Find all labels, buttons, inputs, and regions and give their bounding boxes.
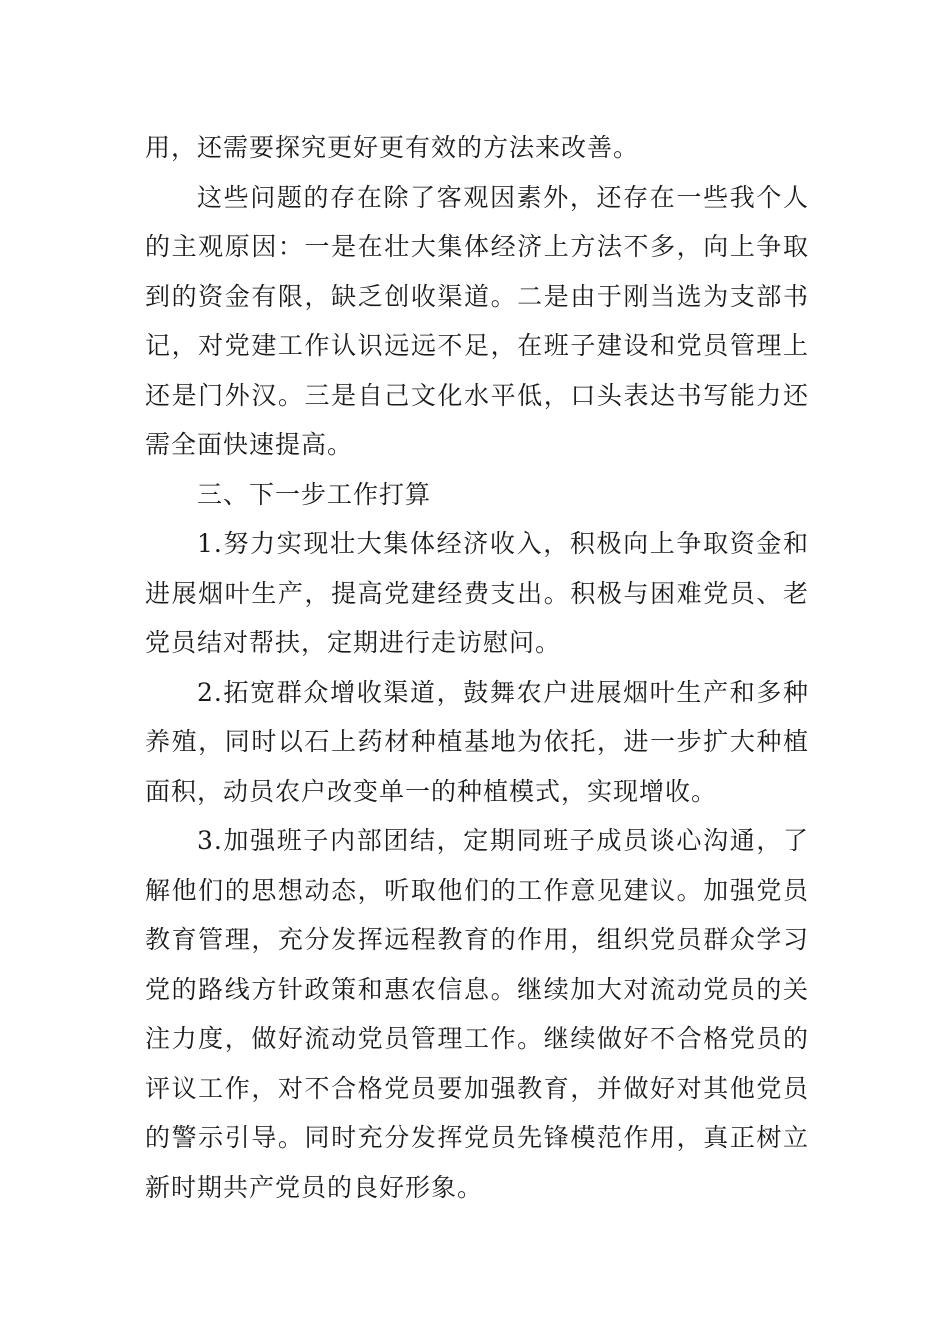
plan-item-1: 1.努力实现壮大集体经济收入，积极向上争取资金和进展烟叶生产，提高党建经费支出。积极与困难党员、老党员结对帮扶，定期进行走访慰问。 — [145, 529, 809, 657]
paragraph-continuation: 用，还需要探究更好更有效的方法来改善。 — [145, 133, 640, 162]
plan-item-3: 3.加强班子内部团结，定期同班子成员谈心沟通，了解他们的思想动态，听取他们的工作意见建议。加强党员教育管理，充分发挥远程教育的作用，组织党员群众学习党的路线方针政策和惠农信息。继续加大对流动党员的关注力度，做好流动党员管理工作。继续做好不合格党员的评议工作，对不合格党员要加强教育，并做好对其他党员的警示引导。同时充分发挥党员先锋模范作用，真正树立新时期共产党员的良好形象。 — [145, 826, 809, 1202]
paragraph-reasons: 这些问题的存在除了客观因素外，还存在一些我个人的主观原因：一是在壮大集体经济上方法不多，向上争取到的资金有限，缺乏创收渠道。二是由于刚当选为支部书记，对党建工作认识远远不足，在班子建设和党员管理上还是门外汉。三是自己文化水平低，口头表达书写能力还需全面快速提高。 — [145, 182, 809, 459]
section-heading: 三、下一步工作打算 — [197, 479, 432, 509]
document-body — [145, 123, 809, 1212]
plan-item-2: 2.拓宽群众增收渠道，鼓舞农户进展烟叶生产和多种养殖，同时以石上药材种植基地为依托，进一步扩大种植面积，动员农户改变单一的种植模式，实现增收。 — [145, 677, 809, 806]
